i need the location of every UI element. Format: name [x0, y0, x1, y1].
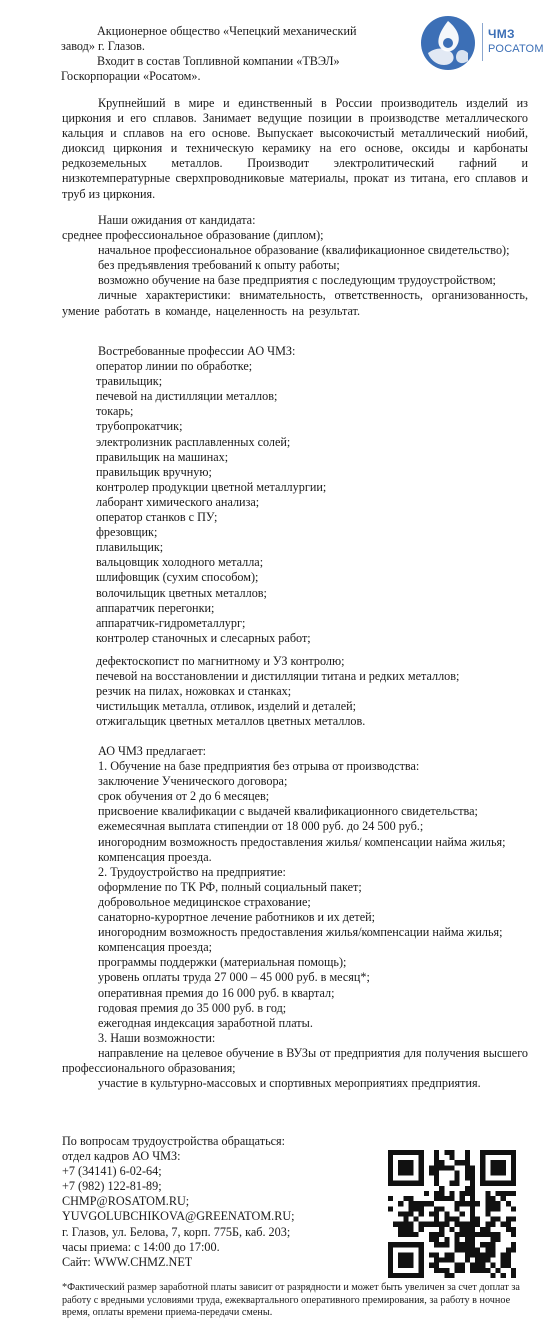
list-item: шлифовщик (сухим способом); [96, 570, 259, 585]
company-description [62, 96, 528, 202]
header-line: завод» г. Глазов. [61, 39, 145, 54]
offer-item: срок обучения от 2 до 6 месяцев; [98, 789, 270, 804]
offer-item: компенсация проезда. [98, 849, 212, 864]
expectations-section [62, 213, 528, 319]
offer-list [62, 1046, 528, 1091]
list-item: плавильщик; [96, 540, 164, 555]
list-item: оператор станков с ПУ; [96, 510, 218, 525]
expectation-item: возможно обучение на базе предприятия с последующим трудоустройством; [98, 273, 496, 288]
professions-list [62, 359, 528, 646]
offers-title: АО ЧМЗ предлагает: [98, 744, 207, 758]
logo-brand: РОСАТОМ [488, 43, 544, 55]
list-item: фрезовщик; [96, 525, 158, 540]
professions-list [62, 654, 528, 729]
list-item: токарь; [96, 404, 134, 419]
list-item: контролер продукции цветной металлургии; [96, 479, 327, 494]
list-item: правильщик на машинах; [96, 449, 229, 464]
offer-section-title: 2. Трудоустройство на предприятие: [98, 864, 286, 879]
list-item: печевой на восстановлении и дистилляции титана и редких металлов; [96, 668, 460, 683]
expectation-item: без предъявления требований к опыту работы; [98, 258, 340, 273]
offer-item: присвоение квалификации с выдачей квалификационного свидетельства; [98, 804, 478, 819]
list-item: контролер станочных и слесарных работ; [96, 630, 311, 645]
expectation-item: личные характеристики: внимательность, ответственность, организованность, умение работать в команде, нацеленность на результат. [62, 288, 528, 318]
offer-item: ежемесячная выплата стипендии от 18 000 руб. до 24 500 руб.; [98, 819, 424, 834]
offer-item: добровольное медицинское страхование; [98, 894, 311, 909]
offer-item: оперативная премия до 16 000 руб. в квартал; [98, 985, 335, 1000]
expectation-item: начальное профессиональное образование (квалификационное свидетельство); [98, 243, 510, 258]
list-item: волочильщик цветных металлов; [96, 585, 267, 600]
contact-line: По вопросам трудоустройства обращаться: [62, 1134, 286, 1148]
offer-list [62, 774, 528, 865]
list-item: травильщик; [96, 374, 163, 389]
offer-list [62, 880, 528, 1031]
phone-link[interactable]: +7 (982) 122-81-89; [62, 1179, 162, 1194]
atom-emblem-icon [418, 13, 478, 73]
offer-item: программы поддержки (материальная помощь); [98, 955, 347, 970]
list-item: дефектоскопист по магнитному и УЗ контролю; [96, 653, 345, 668]
salary-footnote [62, 1282, 532, 1320]
list-item: резчик на пилах, ножовках и станках; [96, 684, 292, 699]
logo-divider [482, 23, 483, 61]
list-item: аппаратчик перегонки; [96, 600, 215, 615]
contact-line: отдел кадров АО ЧМЗ: [62, 1149, 181, 1164]
list-item: правильщик вручную; [96, 464, 212, 479]
list-item: чистильщик металла, отливок, изделий и деталей; [96, 699, 357, 714]
offer-item: оформление по ТК РФ, полный социальный пакет; [98, 879, 362, 894]
professions-section [62, 344, 528, 729]
list-item: печевой на дистилляции металлов; [96, 389, 278, 404]
offer-item: уровень оплаты труда 27 000 – 45 000 руб. в месяц*; [98, 970, 370, 985]
offer-item: иногородним возможность предоставления жилья/ компенсации найма жилья; [98, 834, 506, 849]
offer-item: направление на целевое обучение в ВУЗы от предприятия для получения высшего профессионального образования; [62, 1045, 528, 1075]
offer-item: заключение Ученического договора; [98, 774, 288, 789]
email-link[interactable]: CHMP@ROSATOM.RU; [62, 1194, 190, 1209]
phone-link[interactable]: +7 (34141) 6-02-64; [62, 1164, 162, 1179]
footnote-text: *Фактический размер заработной платы зависит от разрядности и может быть увеличен за счет доплат за работу с вредными условиями труда, ежеквартального оперативного премирования, за работу в ночное время, оплаты времени приема-передачи смены. [62, 1282, 520, 1319]
list-item: вальцовщик холодного металла; [96, 555, 264, 570]
website-link[interactable]: Сайт: WWW.CHMZ.NET [62, 1254, 193, 1269]
header-line: Госкорпорации «Росатом». [61, 69, 201, 84]
offer-item: ежегодная индексация заработной платы. [98, 1015, 313, 1030]
logo-abbr: ЧМЗ [488, 27, 515, 41]
rosatom-logo-icon [418, 13, 546, 73]
intro-paragraph: Крупнейший в мире и единственный в России производитель изделий из циркония и его сплавов. Занимает ведущие позиции в производстве металлического кальция и сплавов на его основе. Выпускает высокочистый металлический ниобий, диоксид циркония и техническую керамику на его основе, оксиды и карбонаты редкоземельных металлов. Производит электролитический гафний и низкотемпературные сверхпроводниковые материалы, прокат из титана, его сплавов и труб из циркония. [62, 96, 528, 201]
list-item: отжигальщик цветных металлов цветных металлов. [96, 714, 366, 729]
offer-item: санаторно-курортное лечение работников и их детей; [98, 910, 376, 925]
offer-section-title: 1. Обучение на базе предприятия без отрыва от производства: [98, 759, 420, 774]
list-item: электролизник расплавленных солей; [96, 434, 291, 449]
expectations-title: Наши ожидания от кандидата: [98, 213, 256, 227]
list-item: оператор линии по обработке; [96, 359, 253, 374]
list-item: лаборант химического анализа; [96, 494, 260, 509]
offer-section-title: 3. Наши возможности: [98, 1030, 216, 1045]
logo-text [488, 27, 544, 57]
offer-item: иногородним возможность предоставления жилья/компенсации найма жилья; [98, 925, 503, 940]
header-line: Входит в состав Топливной компании «ТВЭЛ» [97, 54, 340, 69]
expectation-item: среднее профессиональное образование (диплом); [62, 228, 324, 243]
list-item: трубопрокатчик; [96, 419, 183, 434]
qr-code-icon[interactable] [388, 1150, 516, 1278]
email-link[interactable]: YUVGOLUBCHIKOVA@GREENATOM.RU; [62, 1209, 295, 1224]
address-line: г. Глазов, ул. Белова, 7, корп. 775Б, каб. 203; [62, 1224, 291, 1239]
offers-section [62, 744, 528, 1091]
offer-item: годовая премия до 35 000 руб. в год; [98, 1000, 287, 1015]
offer-item: участие в культурно-массовых и спортивных мероприятиях предприятия. [98, 1076, 481, 1091]
offer-item: компенсация проезда; [98, 940, 213, 955]
list-item: аппаратчик-гидрометаллург; [96, 615, 246, 630]
company-header [61, 24, 407, 84]
contacts-section [62, 1134, 382, 1270]
header-line: Акционерное общество «Чепецкий механический [97, 24, 357, 38]
hours-line: часы приема: с 14:00 до 17:00. [62, 1239, 220, 1254]
professions-title: Востребованные профессии АО ЧМЗ: [98, 344, 296, 358]
